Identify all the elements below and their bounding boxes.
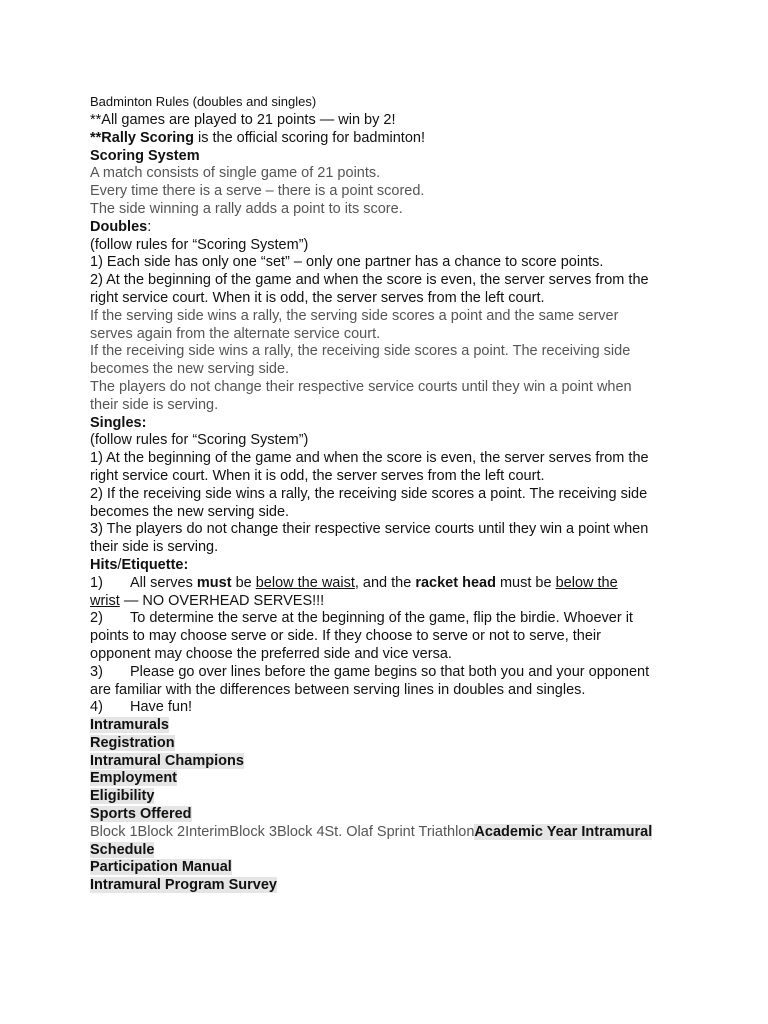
hits-text: Please go over lines before the game begins so that both you and your opponent <box>130 663 650 680</box>
doubles-note: (follow rules for “Scoring System”) <box>90 236 309 253</box>
block-schedule-line <box>90 824 690 842</box>
hits-item-2-cont: points to may choose serve or side. If they choose to serve or not to serve, their <box>90 628 601 645</box>
hits-heading-part2: Etiquette: <box>121 556 189 573</box>
singles-line: 1) At the beginning of the game and when the score is even, the server serves from the <box>90 450 649 467</box>
academic-schedule-link[interactable]: Academic Year Intramural <box>474 823 653 840</box>
singles-line: 2) If the receiving side wins a rally, the receiving side scores a point. The receiving side <box>90 485 648 502</box>
nav-link-label[interactable]: Eligibility <box>90 788 155 805</box>
hits-text: must be <box>495 574 556 591</box>
doubles-line: If the serving side wins a rally, the serving side scores a point and the same server <box>90 307 619 324</box>
doubles-line: 2) At the beginning of the game and when the score is even, the server serves from the <box>90 272 649 289</box>
intro-rally-line <box>90 130 690 148</box>
hits-bold: racket head <box>415 574 496 591</box>
scoring-line: The side winning a rally adds a point to its score. <box>90 200 403 217</box>
nav-link-participation-manual[interactable] <box>90 859 690 877</box>
doubles-line: becomes the new serving side. <box>90 361 290 378</box>
nav-link-label[interactable]: Employment <box>90 770 178 787</box>
hits-underlined: wrist <box>90 592 120 609</box>
hits-item-1 <box>90 575 690 593</box>
hits-heading-slash: / <box>117 556 122 573</box>
rally-scoring-label: **Rally Scoring <box>90 129 194 146</box>
scoring-heading: Scoring System <box>90 147 200 164</box>
nav-link-label[interactable]: Sports Offered <box>90 806 192 823</box>
hits-number: 1) <box>90 574 103 591</box>
hits-text: — NO OVERHEAD SERVES!!! <box>119 592 325 609</box>
hits-item-2-cont: opponent may choose the preferred side and vice versa. <box>90 645 452 662</box>
rally-scoring-text: is the official scoring for badminton! <box>193 129 425 146</box>
hits-text: be <box>231 574 256 591</box>
singles-heading: Singles: <box>90 414 147 431</box>
nav-link-label[interactable]: Intramural Program Survey <box>90 877 277 894</box>
doubles-heading <box>90 219 690 237</box>
doubles-heading-text: Doubles <box>90 218 148 235</box>
hits-underlined: below the <box>555 574 618 591</box>
hits-number: 3) <box>90 663 103 680</box>
hits-text: To determine the serve at the beginning of the game, flip the birdie. Whoever it <box>130 610 633 627</box>
nav-link-registration[interactable] <box>90 735 690 753</box>
scoring-line: Every time there is a serve – there is a point scored. <box>90 183 425 200</box>
hits-number: 4) <box>90 699 103 716</box>
nav-link-eligibility[interactable] <box>90 788 690 806</box>
singles-line: 3) The players do not change their respective service courts until they win a point when <box>90 521 649 538</box>
doubles-line: If the receiving side wins a rally, the receiving side scores a point. The receiving side <box>90 343 631 360</box>
hits-number: 2) <box>90 610 103 627</box>
doubles-line: right service court. When it is odd, the server serves from the left court. <box>90 289 545 306</box>
hits-item-3 <box>90 664 690 682</box>
singles-line: becomes the new serving side. <box>90 503 290 520</box>
nav-link-label[interactable]: Intramural Champions <box>90 752 244 769</box>
block-names: Block 1Block 2InterimBlock 3Block 4St. Olaf Sprint Triathlon <box>90 823 475 840</box>
hits-text: Have fun! <box>130 699 193 716</box>
hits-bold: must <box>196 574 232 591</box>
nav-link-label[interactable]: Registration <box>90 734 175 751</box>
singles-note: (follow rules for “Scoring System”) <box>90 432 309 449</box>
hits-heading-part1: Hits <box>90 556 118 573</box>
doubles-line: The players do not change their respective service courts until they win a point when <box>90 378 632 395</box>
hits-text: , and the <box>354 574 416 591</box>
nav-link-label[interactable]: Participation Manual <box>90 859 232 876</box>
academic-schedule-link-cont[interactable] <box>90 842 690 860</box>
scoring-line: A match consists of single game of 21 points. <box>90 165 381 182</box>
academic-schedule-link[interactable]: Schedule <box>90 841 155 858</box>
document-body <box>90 92 690 895</box>
nav-link-intramurals[interactable] <box>90 717 690 735</box>
nav-link-sports-offered[interactable] <box>90 806 690 824</box>
singles-line: right service court. When it is odd, the server serves from the left court. <box>90 467 545 484</box>
hits-item-3-cont: are familiar with the differences between serving lines in doubles and singles. <box>90 681 586 698</box>
nav-link-intramural-champions[interactable] <box>90 753 690 771</box>
doubles-heading-colon: : <box>147 218 152 235</box>
hits-item-1-cont <box>90 593 690 611</box>
hits-item-4 <box>90 699 690 717</box>
hits-heading <box>90 557 690 575</box>
singles-line: their side is serving. <box>90 539 219 556</box>
hits-underlined: below the waist <box>255 574 355 591</box>
doubles-line: serves again from the alternate service court. <box>90 325 381 342</box>
intro-line: **All games are played to 21 points — win by 2! <box>90 112 396 128</box>
hits-text: All serves <box>130 574 197 591</box>
doubles-line: their side is serving. <box>90 396 219 413</box>
nav-link-label[interactable]: Intramurals <box>90 717 169 734</box>
nav-link-program-survey[interactable] <box>90 877 690 895</box>
page-title: Badminton Rules (doubles and singles) <box>90 94 317 109</box>
nav-link-employment[interactable] <box>90 770 690 788</box>
doubles-line: 1) Each side has only one “set” – only one partner has a chance to score points. <box>90 254 604 271</box>
hits-item-2 <box>90 610 690 628</box>
